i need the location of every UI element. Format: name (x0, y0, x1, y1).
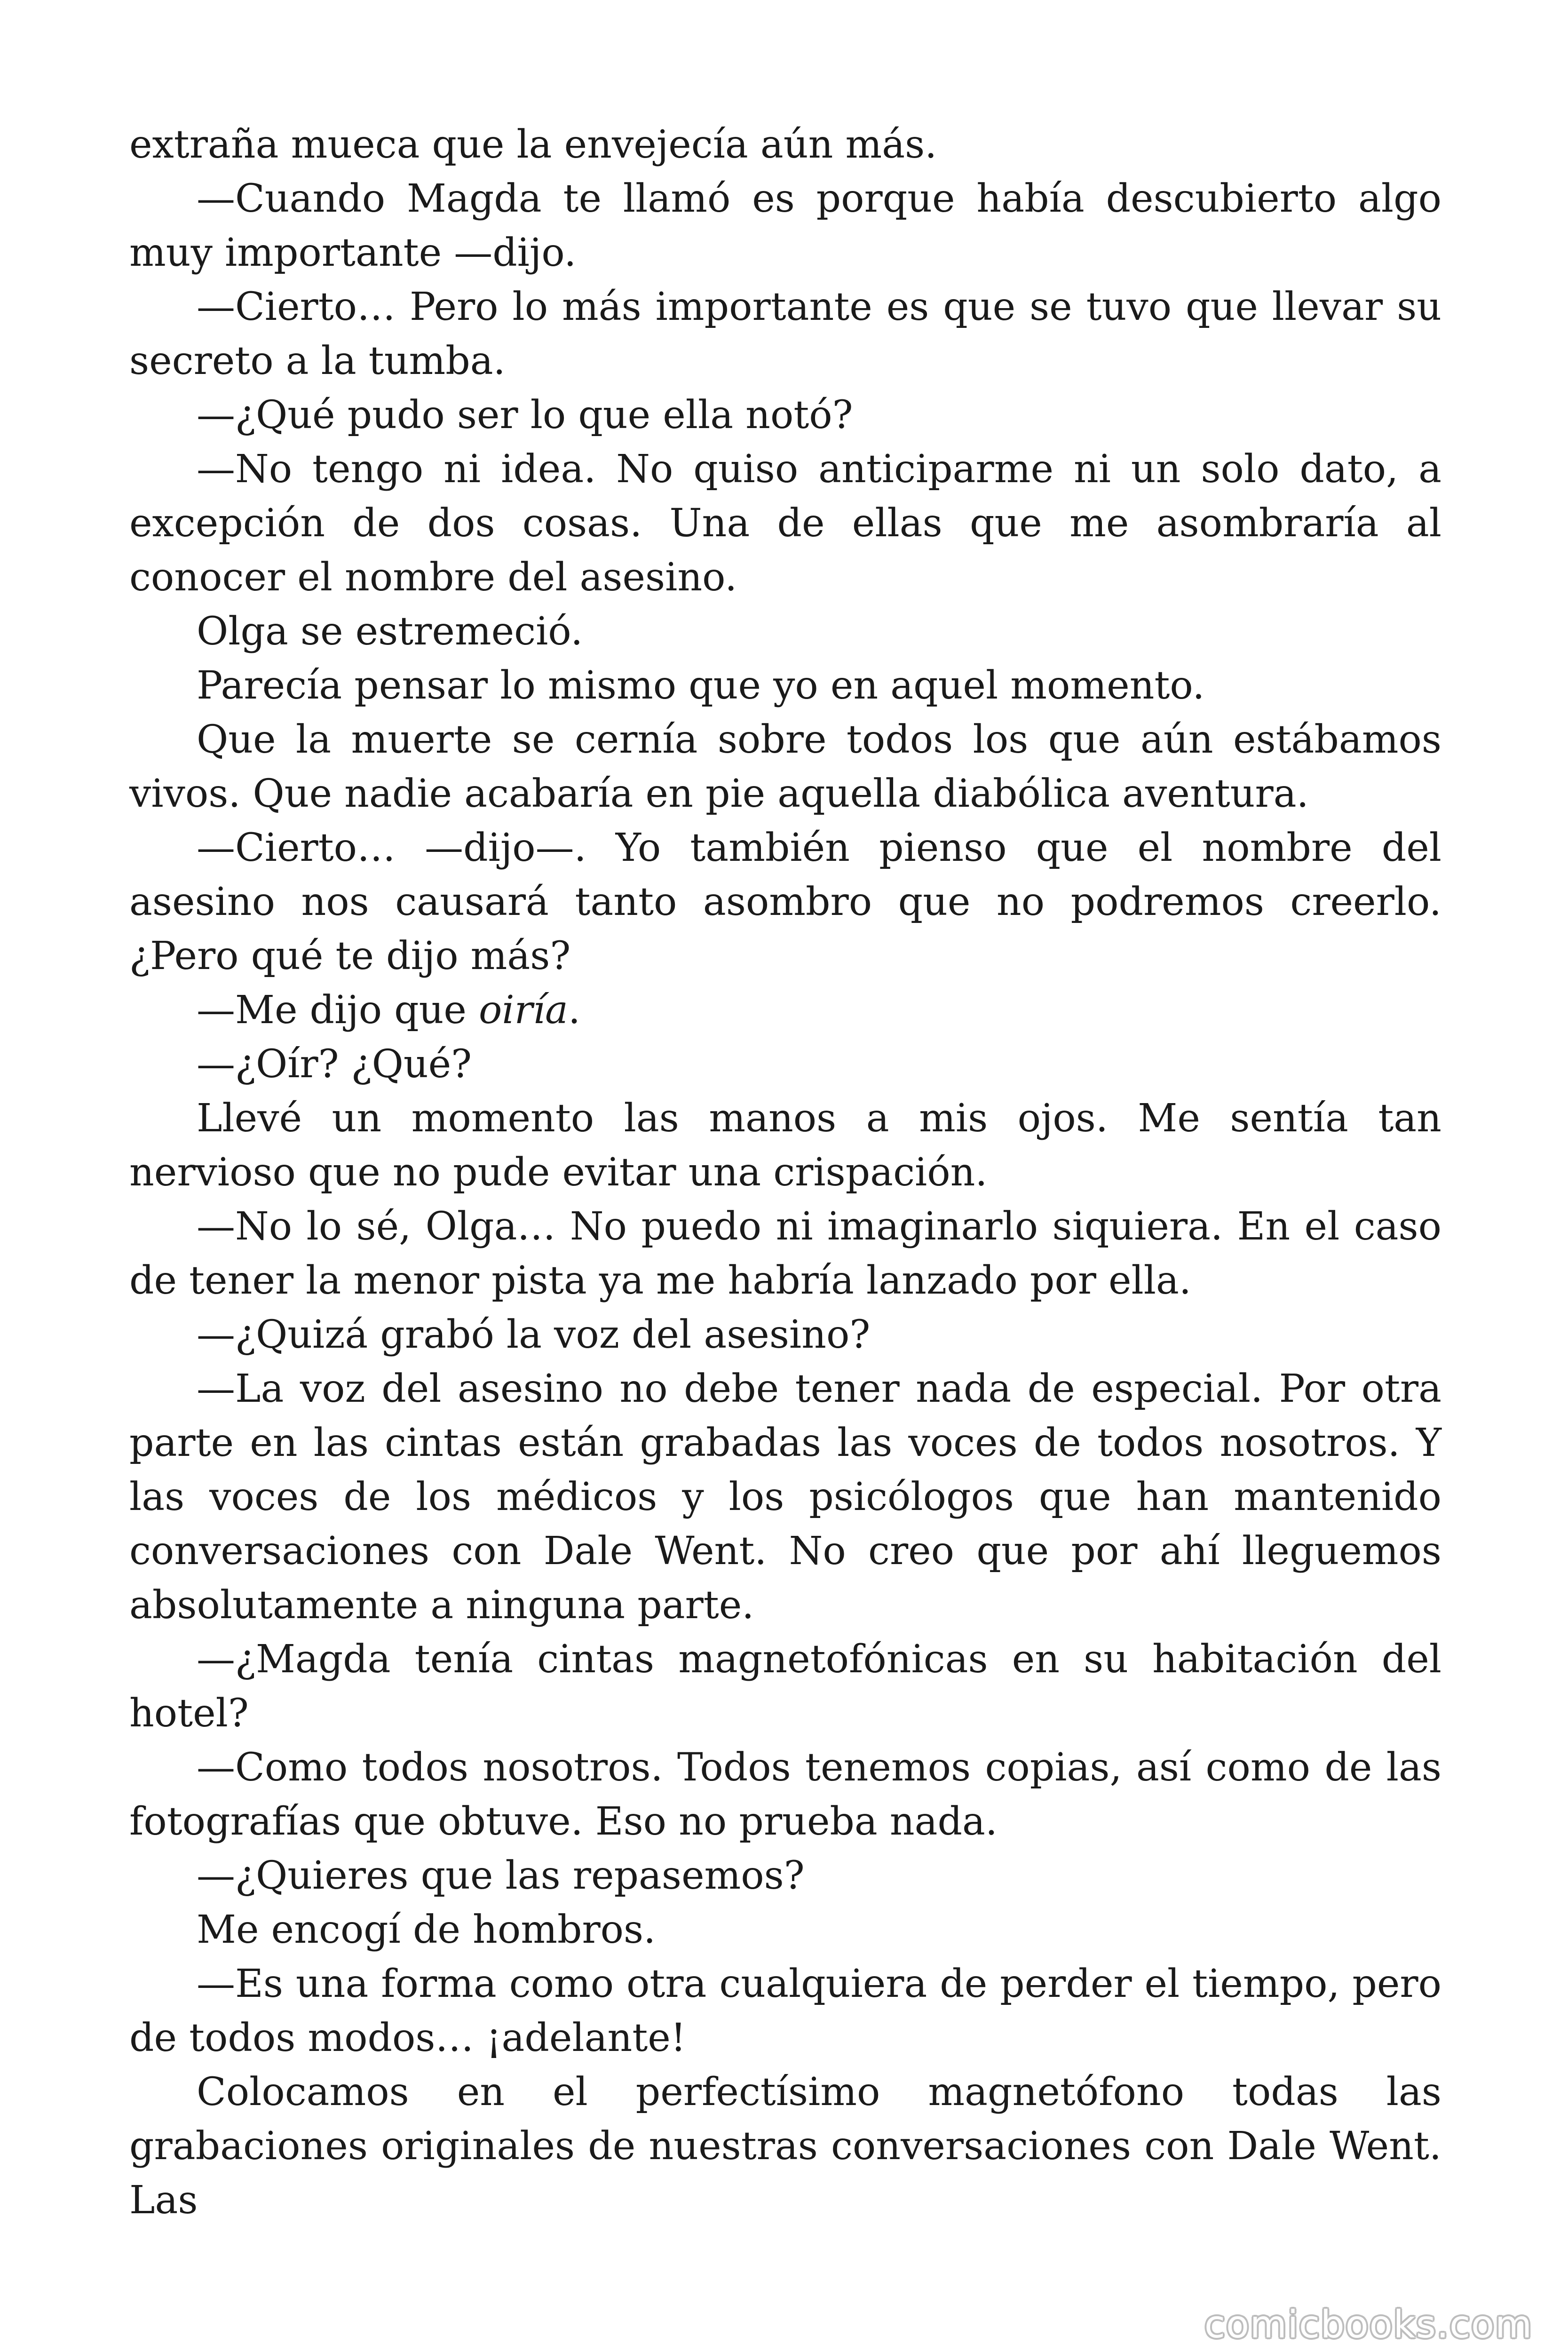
paragraph: —¿Magda tenía cintas magnetofónicas en su habitación del hotel? (129, 1637, 1441, 1736)
text-run: . (568, 988, 581, 1033)
paragraph: Olga se estremeció. (197, 609, 583, 654)
paragraph: Me encogí de hombros. (197, 1907, 656, 1952)
paragraph: Que la muerte se cernía sobre todos los que aún estábamos vivos. Que nadie acabaría en pie aquella diabólica aventura. (129, 717, 1441, 816)
paragraph: —Cierto… —dijo—. Yo también pienso que el nombre del asesino nos causará tanto asombro que no podremos creerlo. ¿Pero qué te dijo más? (129, 826, 1441, 978)
paragraph: —Como todos nosotros. Todos tenemos copias, así como de las fotografías que obtuve. Eso no prueba nada. (129, 1745, 1441, 1844)
italic-word: oiría (479, 988, 568, 1033)
text-run: —Me dijo que (197, 988, 479, 1033)
paragraph: —¿Quieres que las repasemos? (197, 1853, 805, 1898)
paragraph: —Es una forma como otra cualquiera de perder el tiempo, pero de todos modos… ¡adelante! (129, 1962, 1441, 2060)
page-body-text (129, 118, 1441, 2227)
paragraph: extraña mueca que la envejecía aún más. (129, 122, 937, 167)
paragraph: —Cierto… Pero lo más importante es que se tuvo que llevar su secreto a la tumba. (129, 285, 1441, 383)
paragraph: Colocamos en el perfectísimo magnetófono todas las grabaciones originales de nuestras conversaciones con Dale Went. Las (129, 2070, 1441, 2223)
paragraph: —No tengo ni idea. No quiso anticiparme ni un solo dato, a excepción de dos cosas. Una de ellas que me asombraría al conocer el nombre del asesino. (129, 447, 1441, 600)
paragraph-with-italic (129, 983, 1441, 1037)
watermark-text: comicbooks.com (1204, 2303, 1533, 2346)
paragraph: Llevé un momento las manos a mis ojos. Me sentía tan nervioso que no pude evitar una crispación. (129, 1096, 1441, 1195)
paragraph: —Cuando Magda te llamó es porque había descubierto algo muy importante —dijo. (129, 176, 1441, 275)
paragraph: —¿Quizá grabó la voz del asesino? (197, 1312, 871, 1357)
paragraph: —¿Oír? ¿Qué? (197, 1042, 472, 1087)
paragraph: —No lo sé, Olga… No puedo ni imaginarlo siquiera. En el caso de tener la menor pista ya me habría lanzado por ella. (129, 1204, 1441, 1303)
paragraph: —La voz del asesino no debe tener nada de especial. Por otra parte en las cintas están grabadas las voces de todos nosotros. Y las voces de los médicos y los psicólogos que han mantenido conversaciones con Dale Went. No creo que por ahí lleguemos absolutamente a ninguna parte. (129, 1367, 1441, 1628)
paragraph: Parecía pensar lo mismo que yo en aquel momento. (197, 663, 1205, 708)
paragraph: —¿Qué pudo ser lo que ella notó? (197, 393, 853, 437)
